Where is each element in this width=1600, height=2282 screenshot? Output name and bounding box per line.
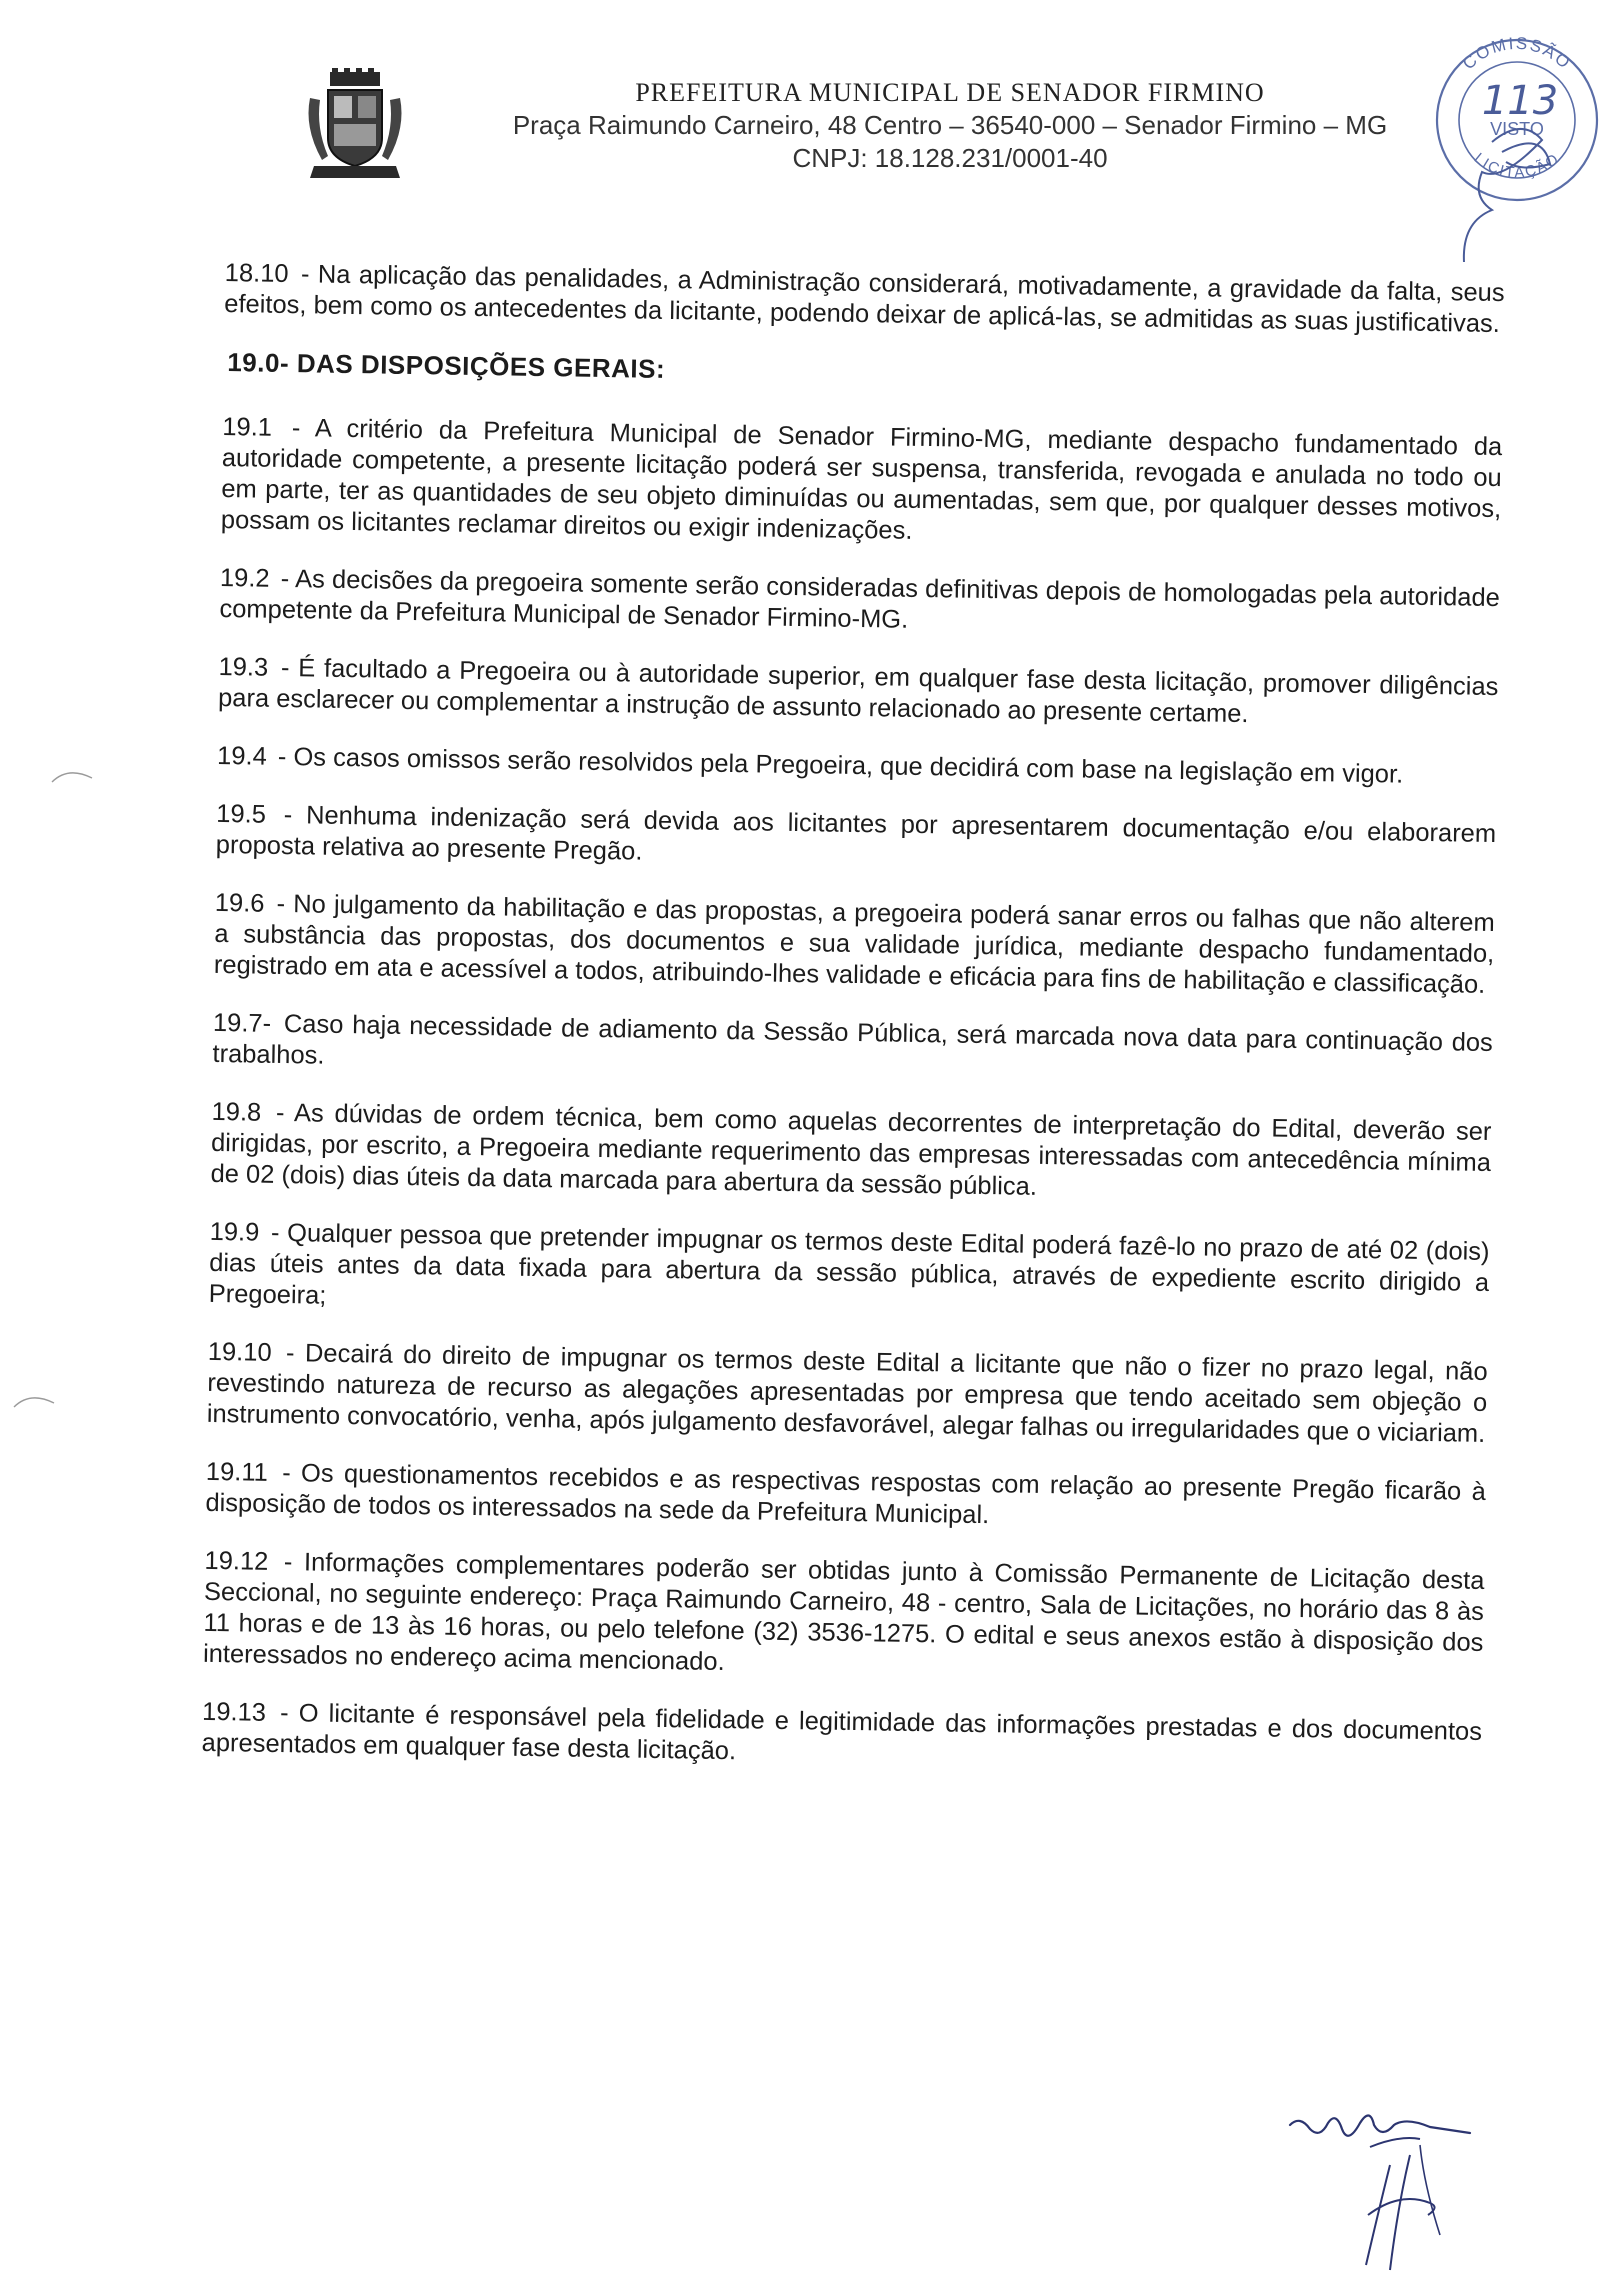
clause-text: - Na aplicação das penalidades, a Administração considerará, motivadamente, a gravidade da falta, seus efeitos, bem como os antecedentes da licitante, podendo deixar de aplicá-las, se admitidas as suas justificativas. — [224, 260, 1505, 339]
clause-text: - Informações complementares poderão ser obtidas junto à Comissão Permanente de Licitação desta Seccional, no seguinte endereço: Praça Raimundo Carneiro, 48 - centro, Sala de Licitações, no horário das 8 às 11 horas e de 13 às 16 horas, ou pelo telefone (32) 3536-1275. O edital e seus anexos estão à disposição dos interessados no endereço acima mencionado. — [202, 1548, 1485, 1677]
clause-text: - As dúvidas de ordem técnica, bem como aquelas decorrentes de interpretação do Edital, deverão ser dirigidas, por escrito, a Pregoeira mediante requerimento das empresas interessadas com antecedência mínima de 02 (dois) dias úteis da data marcada para abertura da sessão pública. — [210, 1098, 1492, 1201]
clause-number: 19.5 — [216, 799, 267, 829]
clause-number: 19.1 — [222, 412, 273, 442]
paragraph-19-9 — [208, 1217, 1489, 1330]
svg-text:COMISSÃO — [1459, 34, 1575, 74]
clause-number: 19.11 — [205, 1457, 269, 1487]
margin-mark — [48, 760, 98, 790]
clause-text: Caso haja necessidade de adiamento da Sessão Pública, será marcada nova data para continuação dos trabalhos. — [212, 1010, 1494, 1070]
commission-stamp — [1432, 22, 1600, 272]
header-title: PREFEITURA MUNICIPAL DE SENADOR FIRMINO — [635, 78, 1265, 107]
header-cnpj: CNPJ: 18.128.231/0001-40 — [792, 143, 1108, 173]
paragraph-19-3 — [218, 652, 1499, 734]
margin-mark — [10, 1385, 60, 1415]
paragraph-19-8 — [210, 1097, 1491, 1210]
paragraph-19-6 — [214, 888, 1495, 1001]
clause-number: 19.7- — [212, 1008, 272, 1038]
document-body — [201, 258, 1505, 1806]
letterhead — [300, 60, 1450, 200]
clause-text: - A critério da Prefeitura Municipal de Senador Firmino-MG, mediante despacho fundamentado da autoridade competente, a presente licitação poderá ser suspensa, transferida, revogada e anulada no todo ou em parte, ter as quantidades de seu objeto diminuídas ou aumentadas, sem que, por qualquer desses motivos, possam os licitantes reclamar direitos ou exigir indenizações. — [220, 414, 1503, 545]
clause-number: 19.4 — [216, 741, 268, 771]
clause-text: - O licitante é responsável pela fidelidade e legitimidade das informações prestadas e dos documentos apresentados em qualquer fase desta licitação. — [201, 1699, 1483, 1766]
stamp-visto-text: VISTO — [1490, 119, 1544, 139]
coat-of-arms-icon — [300, 68, 410, 186]
paragraph-19-4 — [217, 741, 1497, 792]
clause-number: 19.10 — [207, 1337, 272, 1367]
clause-text: - No julgamento da habilitação e das propostas, a pregoeira poderá sanar erros ou falhas que não alterem a substância das propostas, dos documentos e sua validade jurídica, mediante despacho fundamentado, registrado em ata e acessível a todos, atribuindo-lhes validade e eficácia para fins de habilitação e classificação. — [213, 889, 1495, 999]
clause-text: - As decisões da pregoeira somente serão consideradas definitivas depois de homologadas pela autoridade competente da Prefeitura Municipal de Senador Firmino-MG. — [219, 564, 1501, 634]
paragraph-19-5 — [216, 799, 1497, 881]
clause-text: - Decairá do direito de impugnar os termos deste Edital a licitante que não o fizer no prazo legal, não revestindo natureza de recurso as alegações apresentadas por empresa que tendo aceitado sem objeção o instrumento convocatório, venha, após julgamento desfavorável, alegar falhas ou irregularidades que o viciariam. — [206, 1339, 1488, 1448]
clause-number: 19.2 — [219, 563, 270, 593]
paragraph-19-1 — [221, 412, 1503, 556]
paragraph-19-10 — [207, 1337, 1488, 1450]
stamp-page-number: 113 — [1481, 78, 1559, 124]
handwritten-signature — [1270, 2095, 1490, 2275]
clause-text: - Os casos omissos serão resolvidos pela Pregoeira, que decidirá com base na legislação em vigor. — [277, 742, 1404, 789]
section-title: 19.0- DAS DISPOSIÇÕES GERAIS: — [227, 347, 666, 384]
paragraph-18-10 — [224, 258, 1505, 340]
paragraph-19-2 — [219, 563, 1500, 645]
clause-number: 19.12 — [204, 1546, 269, 1576]
clause-number: 19.6 — [214, 888, 265, 918]
clause-text: - Nenhuma indenização será devida aos licitantes por apresentarem documentação e/ou elaborarem proposta relativa ao presente Pregão. — [215, 800, 1497, 866]
clause-number: 18.10 — [224, 258, 289, 288]
paragraph-19-12 — [203, 1546, 1485, 1690]
header-address: Praça Raimundo Carneiro, 48 Centro – 36540-000 – Senador Firmino – MG — [512, 110, 1388, 140]
paragraph-19-13 — [201, 1697, 1482, 1779]
clause-text: - É facultado a Pregoeira ou à autoridade superior, em qualquer fase desta licitação, promover diligências para esclarecer ou complementar a instrução de assunto relacionado ao presente certame. — [217, 653, 1499, 729]
clause-number: 19.9 — [209, 1217, 260, 1247]
clause-text: - Qualquer pessoa que pretender impugnar os termos deste Edital poderá fazê-lo no prazo de até 02 (dois) dias úteis antes da data fixada para abertura da sessão pública, através de expediente escrito dirigido a Pregoeira; — [208, 1218, 1490, 1310]
clause-text: - Os questionamentos recebidos e as respectivas respostas com relação ao presente Pregão ficarão à disposição de todos os interessados na sede da Prefeitura Municipal. — [205, 1459, 1486, 1530]
clause-number: 19.13 — [201, 1697, 267, 1727]
stamp-bottom-text: LICITAÇÃO — [1470, 149, 1564, 182]
stamp-top-text: COMISSÃO — [1459, 33, 1575, 74]
paragraph-19-11 — [205, 1457, 1486, 1539]
paragraph-19-7 — [212, 1008, 1493, 1090]
clause-number: 19.3 — [218, 652, 269, 682]
clause-number: 19.8 — [211, 1097, 262, 1127]
